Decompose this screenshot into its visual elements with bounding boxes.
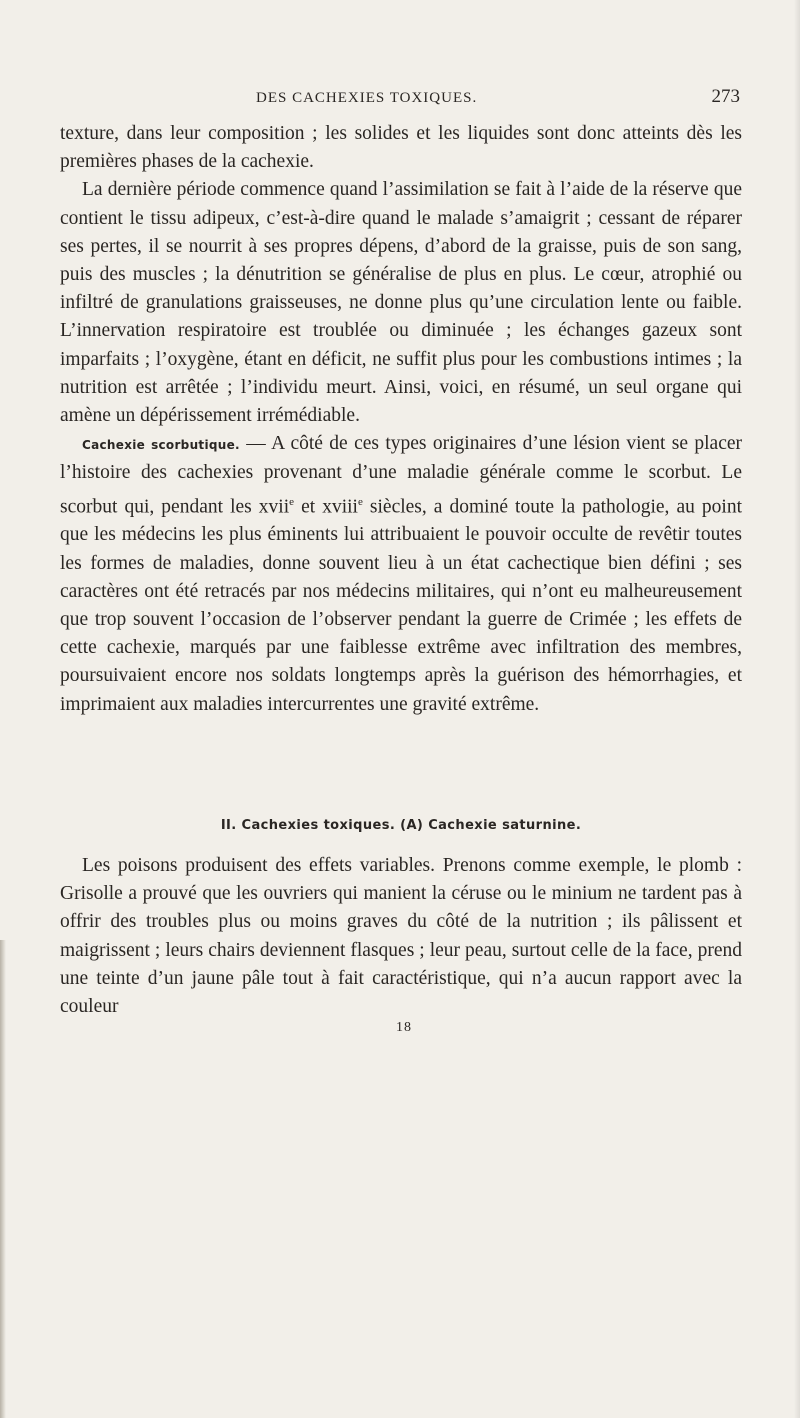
century: xviii xyxy=(322,496,358,518)
section-heading: II. Cachexies toxiques. (A) Cachexie saturnine. xyxy=(220,818,582,833)
page-edge-shadow xyxy=(794,0,800,1418)
text-run: siècles, a dominé toute la pathologie, au point que les médecins les plus éminents lui attribuaient le pouvoir occulte de revêtir toutes les formes de maladies, donne souvent lieu à un état cachectique bien défini ; ses caractères ont été retracés par nos médecins militaires, qui n’ont eu malheureusement que trop souvent l’occasion de l’observer pendant la guerre de Crimée ; les effets de cette cachexie, marqués par une faiblesse extrême avec infiltration des membres, poursuivaient encore nos soldats longtemps après la guérison des hémorrhagies, et imprimaient aux maladies intercurrentes une gravité extrême. xyxy=(60,496,742,715)
side-title: Cachexie scorbutique. xyxy=(82,438,240,453)
body-text xyxy=(60,120,742,719)
body-text-saturnine xyxy=(60,852,742,1021)
superscript: e xyxy=(289,495,295,508)
page-number: 273 xyxy=(711,86,740,107)
paragraph-scorbut xyxy=(60,430,742,719)
century: xvii xyxy=(258,496,290,518)
paragraph: La dernière période commence quand l’assimilation se fait à l’aide de la réserve que contient le tissu adipeux, c’est-à-dire quand le malade s’amaigrit ; cessant de réparer ses pertes, il se nourrit à ses propres dépens, d’abord de la graisse, puis de son sang, puis des muscles ; la dénutrition se généralise de plus en plus. Le cœur, atrophié ou infiltré de granulations graisseuses, ne donne plus qu’une circulation lente ou faible. L’innervation respiratoire est troublée ou diminuée ; les échanges gazeux sont imparfaits ; l’oxygène, étant en déficit, ne suffit plus pour les combustions intimes ; la nutrition est arrêtée ; l’individu meurt. Ainsi, voici, en résumé, un seul organe qui amène un dépérissement irrémédiable. xyxy=(60,179,742,427)
text-run: et xyxy=(294,496,323,518)
paragraph: Les poisons produisent des effets variables. Prenons comme exemple, le plomb : Grisolle a prouvé que les ouvriers qui manient la céruse ou le minium ne tardent pas à offrir des troubles plus ou moins graves du côté de la nutrition ; ils pâlissent et maigrissent ; leurs chairs deviennent flasques ; leur peau, surtout celle de la face, prend une teinte d’un jaune pâle tout à fait caractéristique, qui n’a aucun rapport avec la couleur xyxy=(60,855,742,1018)
superscript: e xyxy=(357,495,363,508)
text-run: — A côté de ces types originaires d’une lésion vient se placer l’histoire des cachexies provenant d’une maladie générale comme le scorbut. Le scorbut qui, pendant les xyxy=(60,433,742,518)
signature-mark: 18 xyxy=(396,1020,412,1035)
binding-edge xyxy=(0,940,6,1418)
running-title: DES CACHEXIES TOXIQUES. xyxy=(256,90,478,106)
paragraph: texture, dans leur composition ; les solides et les liquides sont donc atteints dès les premières phases de la cachexie. xyxy=(60,123,742,173)
